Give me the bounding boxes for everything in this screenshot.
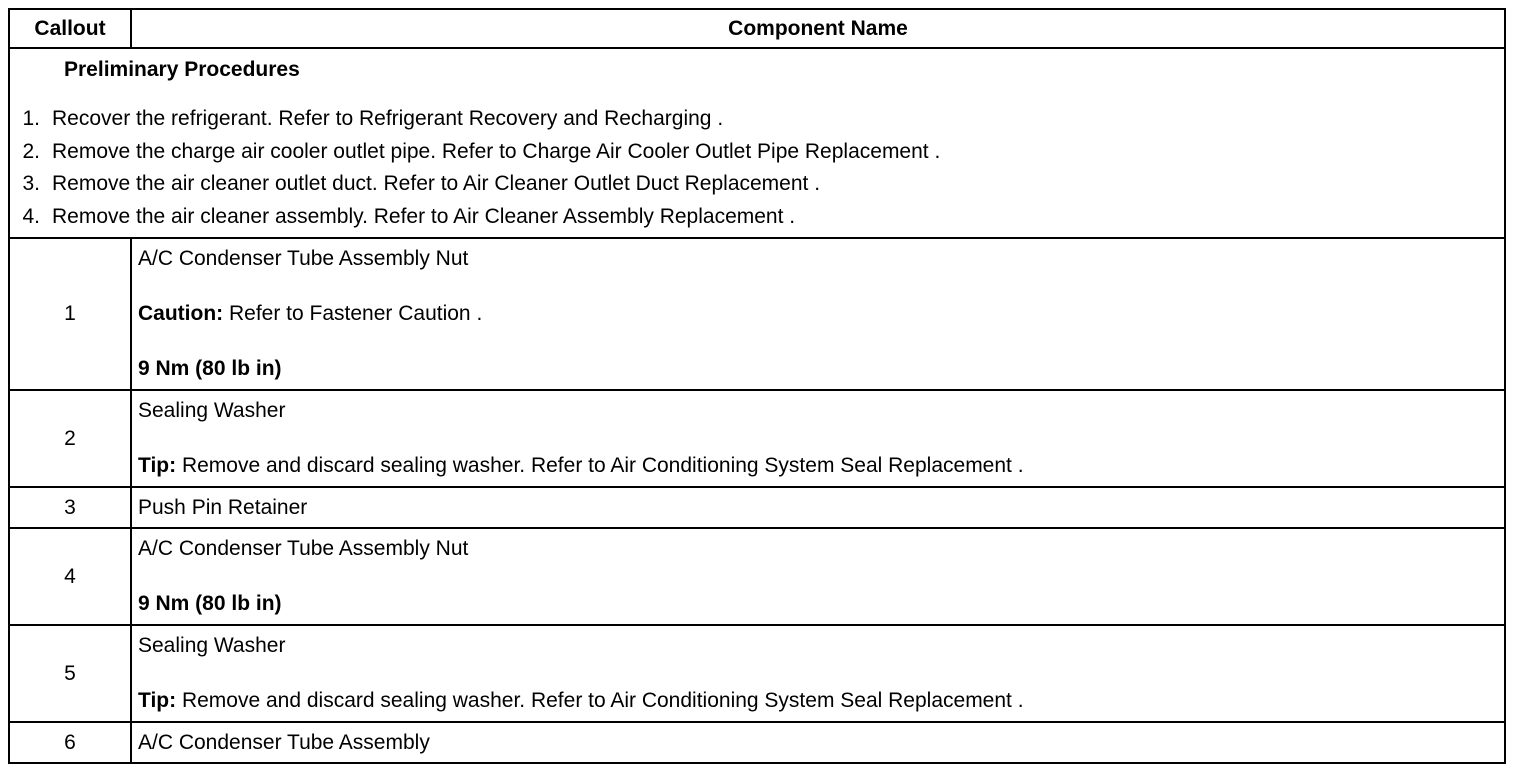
component-name: A/C Condenser Tube Assembly Nut bbox=[138, 247, 469, 270]
note-label: Tip: bbox=[138, 689, 177, 712]
tip-note bbox=[138, 688, 1504, 714]
component-name: Push Pin Retainer bbox=[138, 495, 308, 519]
component-cell bbox=[131, 722, 1505, 763]
step-item bbox=[10, 201, 1504, 234]
torque-spec: 9 Nm (80 lb in) bbox=[138, 357, 282, 380]
preliminary-procedures bbox=[9, 48, 1505, 238]
callout-header: Callout bbox=[9, 9, 131, 48]
step-text: Remove the air cleaner outlet duct. Refer to Air Cleaner Outlet Duct Replacement . bbox=[52, 172, 821, 195]
step-number: 3. bbox=[22, 172, 40, 195]
step-text: Remove the air cleaner assembly. Refer to Air Cleaner Assembly Replacement . bbox=[52, 204, 796, 228]
note-label: Tip: bbox=[138, 454, 177, 477]
component-cell bbox=[131, 390, 1505, 487]
component-cell bbox=[131, 528, 1505, 625]
callout-cell: 3 bbox=[9, 487, 131, 528]
step-item bbox=[10, 136, 1504, 169]
component-cell bbox=[131, 625, 1505, 722]
table-row bbox=[9, 238, 1505, 390]
note-text: Refer to Fastener Caution . bbox=[223, 302, 483, 325]
component-name: Sealing Washer bbox=[138, 634, 286, 657]
note-text: Remove and discard sealing washer. Refer to Air Conditioning System Seal Replacement . bbox=[176, 454, 1024, 477]
callout-cell: 1 bbox=[9, 238, 131, 390]
callout-cell: 6 bbox=[9, 722, 131, 763]
header-row bbox=[9, 9, 1505, 48]
step-text: Remove the charge air cooler outlet pipe. Refer to Charge Air Cooler Outlet Pipe Replacement . bbox=[52, 139, 941, 163]
tip-note bbox=[138, 453, 1504, 479]
step-item bbox=[10, 103, 1504, 136]
component-name: A/C Condenser Tube Assembly Nut bbox=[138, 537, 469, 560]
component-cell bbox=[131, 487, 1505, 528]
component-table bbox=[8, 8, 1506, 764]
table-row bbox=[9, 722, 1505, 763]
table-row bbox=[9, 487, 1505, 528]
torque-spec: 9 Nm (80 lb in) bbox=[138, 592, 282, 615]
preliminary-row bbox=[9, 48, 1505, 238]
table-row bbox=[9, 625, 1505, 722]
caution-note bbox=[138, 301, 1504, 327]
table-row bbox=[9, 528, 1505, 625]
preliminary-title: Preliminary Procedures bbox=[64, 58, 300, 81]
callout-cell: 2 bbox=[9, 390, 131, 487]
component-name: A/C Condenser Tube Assembly bbox=[138, 730, 430, 754]
step-item bbox=[10, 168, 1504, 201]
preliminary-steps bbox=[10, 103, 1504, 233]
callout-cell: 4 bbox=[9, 528, 131, 625]
note-label: Caution: bbox=[138, 302, 224, 325]
note-text: Remove and discard sealing washer. Refer to Air Conditioning System Seal Replacement . bbox=[176, 689, 1024, 712]
step-number: 4. bbox=[22, 204, 40, 228]
step-text: Recover the refrigerant. Refer to Refrigerant Recovery and Recharging . bbox=[52, 107, 724, 130]
step-number: 2. bbox=[22, 139, 40, 163]
step-number: 1. bbox=[22, 107, 40, 130]
component-name-header: Component Name bbox=[131, 9, 1505, 48]
callout-cell: 5 bbox=[9, 625, 131, 722]
table-row bbox=[9, 390, 1505, 487]
component-cell bbox=[131, 238, 1505, 390]
component-name: Sealing Washer bbox=[138, 399, 286, 422]
